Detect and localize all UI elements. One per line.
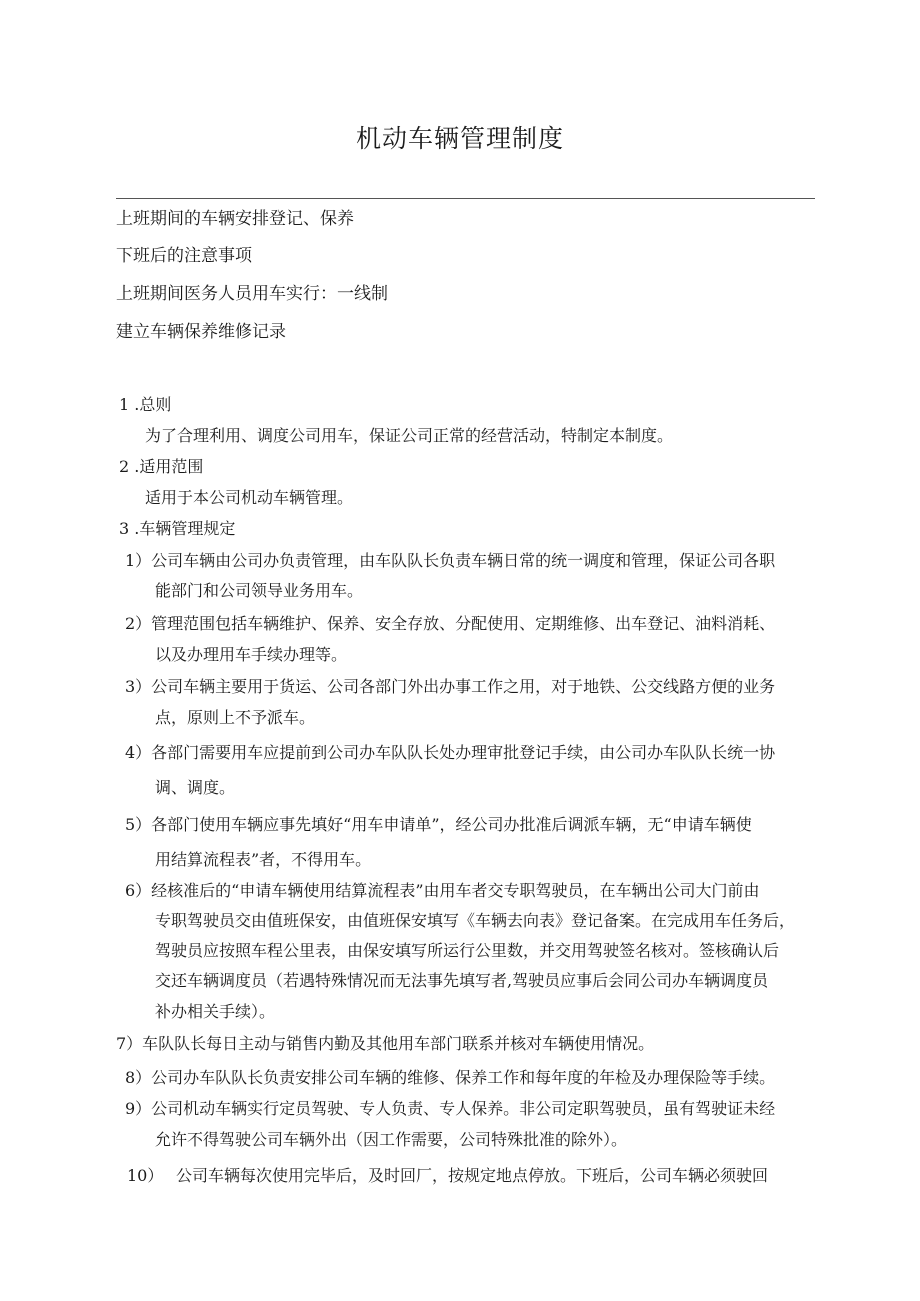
- document-title: 机动车辆管理制度: [355, 124, 564, 153]
- rule-item-line: 4）各部门需要用车应提前到公司办车队队长处办理审批登记手续，由公司办车队队长统一协: [125, 743, 776, 762]
- toc-item: 建立车辆保养维修记录: [116, 322, 286, 342]
- rule-item-line: 用结算流程表”者，不得用车。: [155, 850, 372, 869]
- section-heading: 2 .适用范围: [119, 457, 204, 476]
- section-heading: 3 .车辆管理规定: [119, 519, 236, 538]
- rule-item-line: 能部门和公司领导业务用车。: [155, 581, 364, 600]
- rule-item-line: 以及办理用车手续办理等。: [155, 645, 348, 664]
- rule-item-line: 专职驾驶员交由值班保安，由值班保安填写《车辆去向表》登记备案。在完成用车任务后，: [155, 911, 796, 930]
- section-heading: 1 .总则: [119, 395, 172, 414]
- toc-item: 上班期间的车辆安排登记、保养: [116, 209, 354, 229]
- section-body: 为了合理利用、调度公司用车，保证公司正常的经营活动，特制定本制度。: [145, 426, 674, 445]
- section-body: 适用于本公司机动车辆管理。: [145, 488, 354, 507]
- rule-item-line: 调、调度。: [155, 778, 236, 797]
- rule-item-line: 公司车辆每次使用完毕后，及时回厂，按规定地点停放。下班后，公司车辆必须驶回: [176, 1166, 769, 1185]
- rule-item-line: 7）车队队长每日主动与销售内勤及其他用车部门联系并核对车辆使用情况。: [116, 1034, 655, 1053]
- title-divider: [116, 198, 815, 199]
- rule-item-line: 交还车辆调度员（若遇特殊情况而无法事先填写者,驾驶员应事后会同公司办车辆调度员: [155, 971, 769, 990]
- rule-item-line: 2）管理范围包括车辆维护、保养、安全存放、分配使用、定期维修、出车登记、油料消耗、: [125, 614, 776, 633]
- toc-item: 上班期间医务人员用车实行：一线制: [116, 284, 388, 304]
- rule-item-line: 8）公司办车队队长负责安排公司车辆的维修、保养工作和每年度的年检及办理保险等手续。: [125, 1068, 776, 1087]
- rule-item-line: 允许不得驾驶公司车辆外出（因工作需要，公司特殊批准的除外）。: [155, 1130, 628, 1149]
- rule-item-line: 9）公司机动车辆实行定员驾驶、专人负责、专人保养。非公司定职驾驶员，虽有驾驶证未经: [125, 1099, 776, 1118]
- rule-item-line: 1）公司车辆由公司办负责管理，由车队队长负责车辆日常的统一调度和管理，保证公司各职: [125, 551, 776, 570]
- rule-item-line: 5）各部门使用车辆应事先填好“用车申请单”，经公司办批准后调派车辆，无“申请车辆使: [125, 815, 752, 834]
- rule-item-number: 10）: [127, 1166, 164, 1185]
- rule-item-line: 6）经核准后的“申请车辆使用结算流程表”由用车者交专职驾驶员，在车辆出公司大门前由: [125, 881, 760, 900]
- rule-item-line: 点，原则上不予派车。: [155, 708, 316, 727]
- rule-item-line: 3）公司车辆主要用于货运、公司各部门外出办事工作之用，对于地铁、公交线路方便的业务: [125, 677, 776, 696]
- toc-item: 下班后的注意事项: [116, 246, 252, 266]
- rule-item-line: 驾驶员应按照车程公里表，由保安填写所运行公里数，并交用驾驶签名核对。签核确认后: [155, 941, 780, 960]
- rule-item-line: 补办相关手续）。: [155, 1002, 276, 1021]
